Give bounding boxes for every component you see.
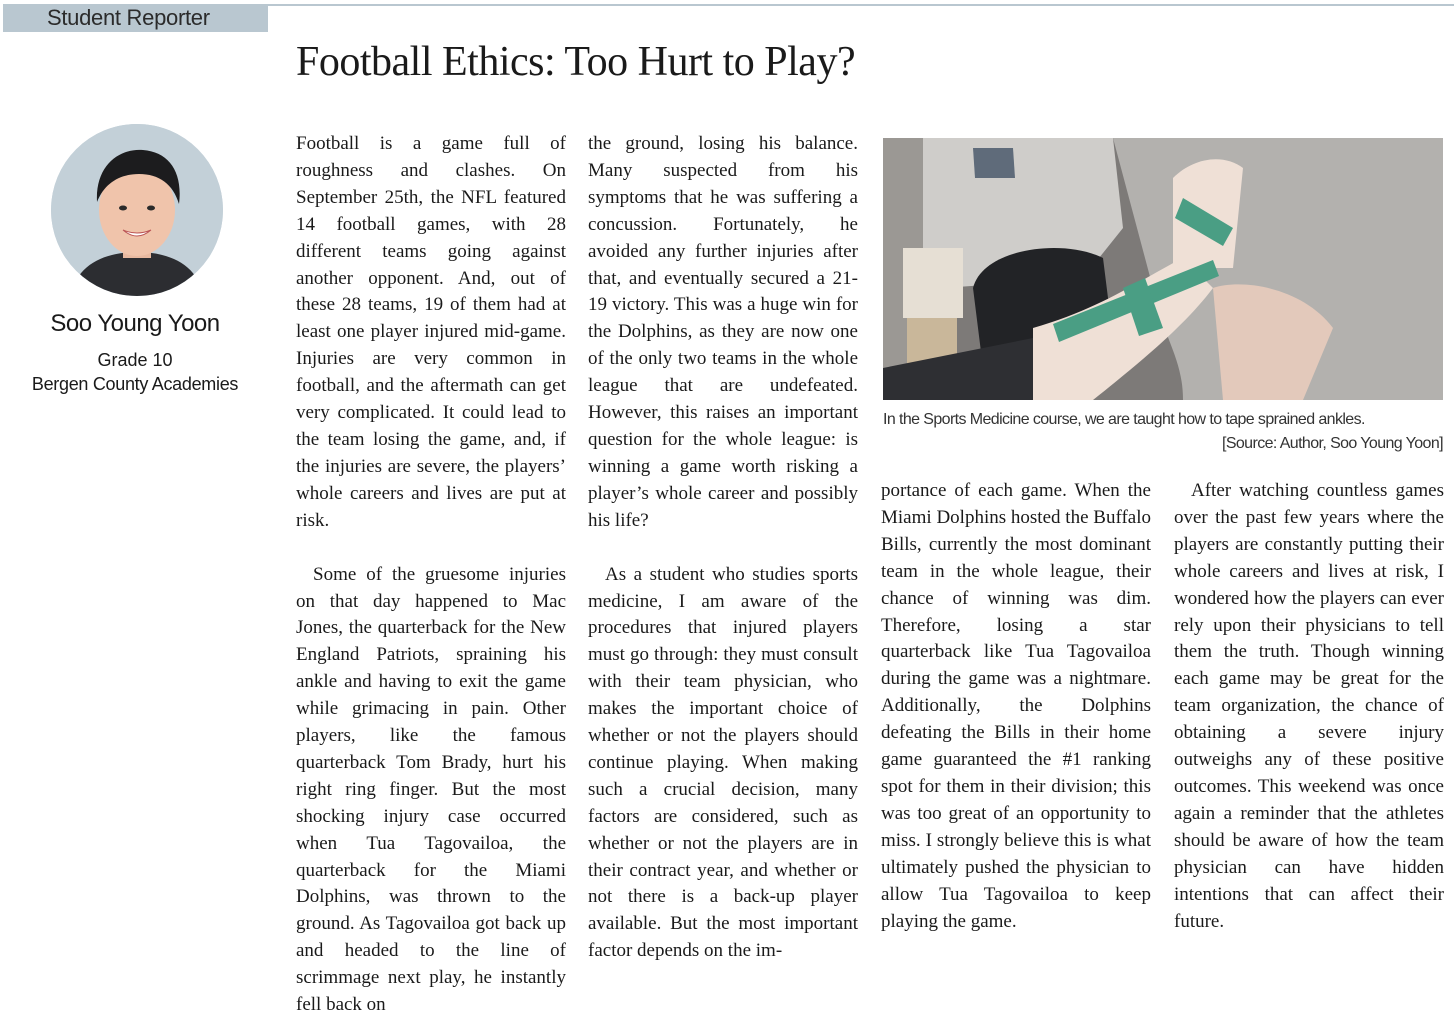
top-rule	[268, 4, 1454, 6]
body-paragraph: the ground, losing his balance. Many suspected from his symptoms that he was suffering a concussion. Fortunately, he avoided any further injuries after that, and eventually secured a 21-19 victory. This was a huge win for the Dolphins, as they are now one of the only two teams in the whole league that are undefeated. However, this raises an important question for the whole league: is winning a game worth risking a player’s whole career and possibly his life?	[588, 133, 858, 531]
author-avatar	[51, 124, 223, 296]
author-grade: Grade 10	[97, 350, 173, 370]
body-paragraph: As a student who studies sports medicine, I am aware of the procedures that injured players must go through: they must consult with their team physician, who makes the important choice of whether or not the players should continue playing. When making such a crucial decision, many factors are considered, such as whether or not the players are in their contract year, and whether or not there is a back-up player available. But the most important factor depends on the im-	[588, 563, 858, 962]
author-name: Soo Young Yoon	[50, 310, 220, 337]
article-column-4	[1174, 478, 1444, 935]
photo-caption-block	[883, 408, 1443, 456]
article-title: Football Ethics: Too Hurt to Play?	[296, 39, 856, 85]
student-portrait-icon	[51, 124, 223, 296]
section-label: Student Reporter	[3, 4, 268, 32]
body-paragraph: portance of each game. When the Miami Dolphins hosted the Buffalo Bills, currently the most dominant team in the whole league, their chance of winning was dim. Therefore, losing a star quarterback like Tua Tagovailoa during the game was a nightmare. Additionally, the Dolphins defeating the Bills in their home game guaranteed the #1 ranking spot for them in their division; this was too great of an opportunity to miss. I strongly believe this is what ultimately pushed the physician to allow Tua Tagovailoa to keep playing the game.	[881, 480, 1151, 932]
article-column-2	[588, 131, 858, 965]
article-photo	[883, 138, 1443, 400]
ankle-taping-photo-icon	[883, 138, 1443, 400]
article-column-1	[296, 131, 566, 1019]
author-school: Bergen County Academies	[31, 374, 239, 394]
body-paragraph: After watching countless games over the past few years where the players are constantly putting their whole careers and lives at risk, I wondered how the players can ever rely upon their physicians to tell them the truth. Though winning each game may be great for the team organization, the chance of obtaining a severe injury outweighs any of these positive outcomes. This weekend was once again a reminder that the athletes should be aware of how the team physician can have hidden intentions that can affect their future.	[1174, 480, 1444, 932]
body-paragraph: Some of the gruesome injuries on that day happened to Mac Jones, the quarterback for the New England Patriots, spraining his ankle and having to exit the game while grimacing in pain. Other players, like the famous quarterback Tom Brady, hurt his right ring finger. But the most shocking injury case occurred when Tua Tagovailoa, the quarterback for the Miami Dolphins, was thrown to the ground. As Tagovailoa got back up and headed to the line of scrimmage next play, he instantly fell back on	[296, 563, 566, 1016]
article-column-3	[881, 478, 1151, 935]
photo-source: [Source: Author, Soo Young Yoon]	[1221, 435, 1443, 452]
body-paragraph: Football is a game full of roughness and clashes. On September 25th, the NFL featured 14 football games, with 28 different teams going against another opponent. And, out of these 28 teams, 19 of them had at least one player injured mid-game. Injuries are very common in football, and the aftermath can get very complicated. It could lead to the team losing the game, and, if the injuries are severe, the players’ whole careers and lives are put at risk.	[296, 133, 566, 531]
photo-caption: In the Sports Medicine course, we are taught how to tape sprained ankles.	[883, 411, 1365, 428]
